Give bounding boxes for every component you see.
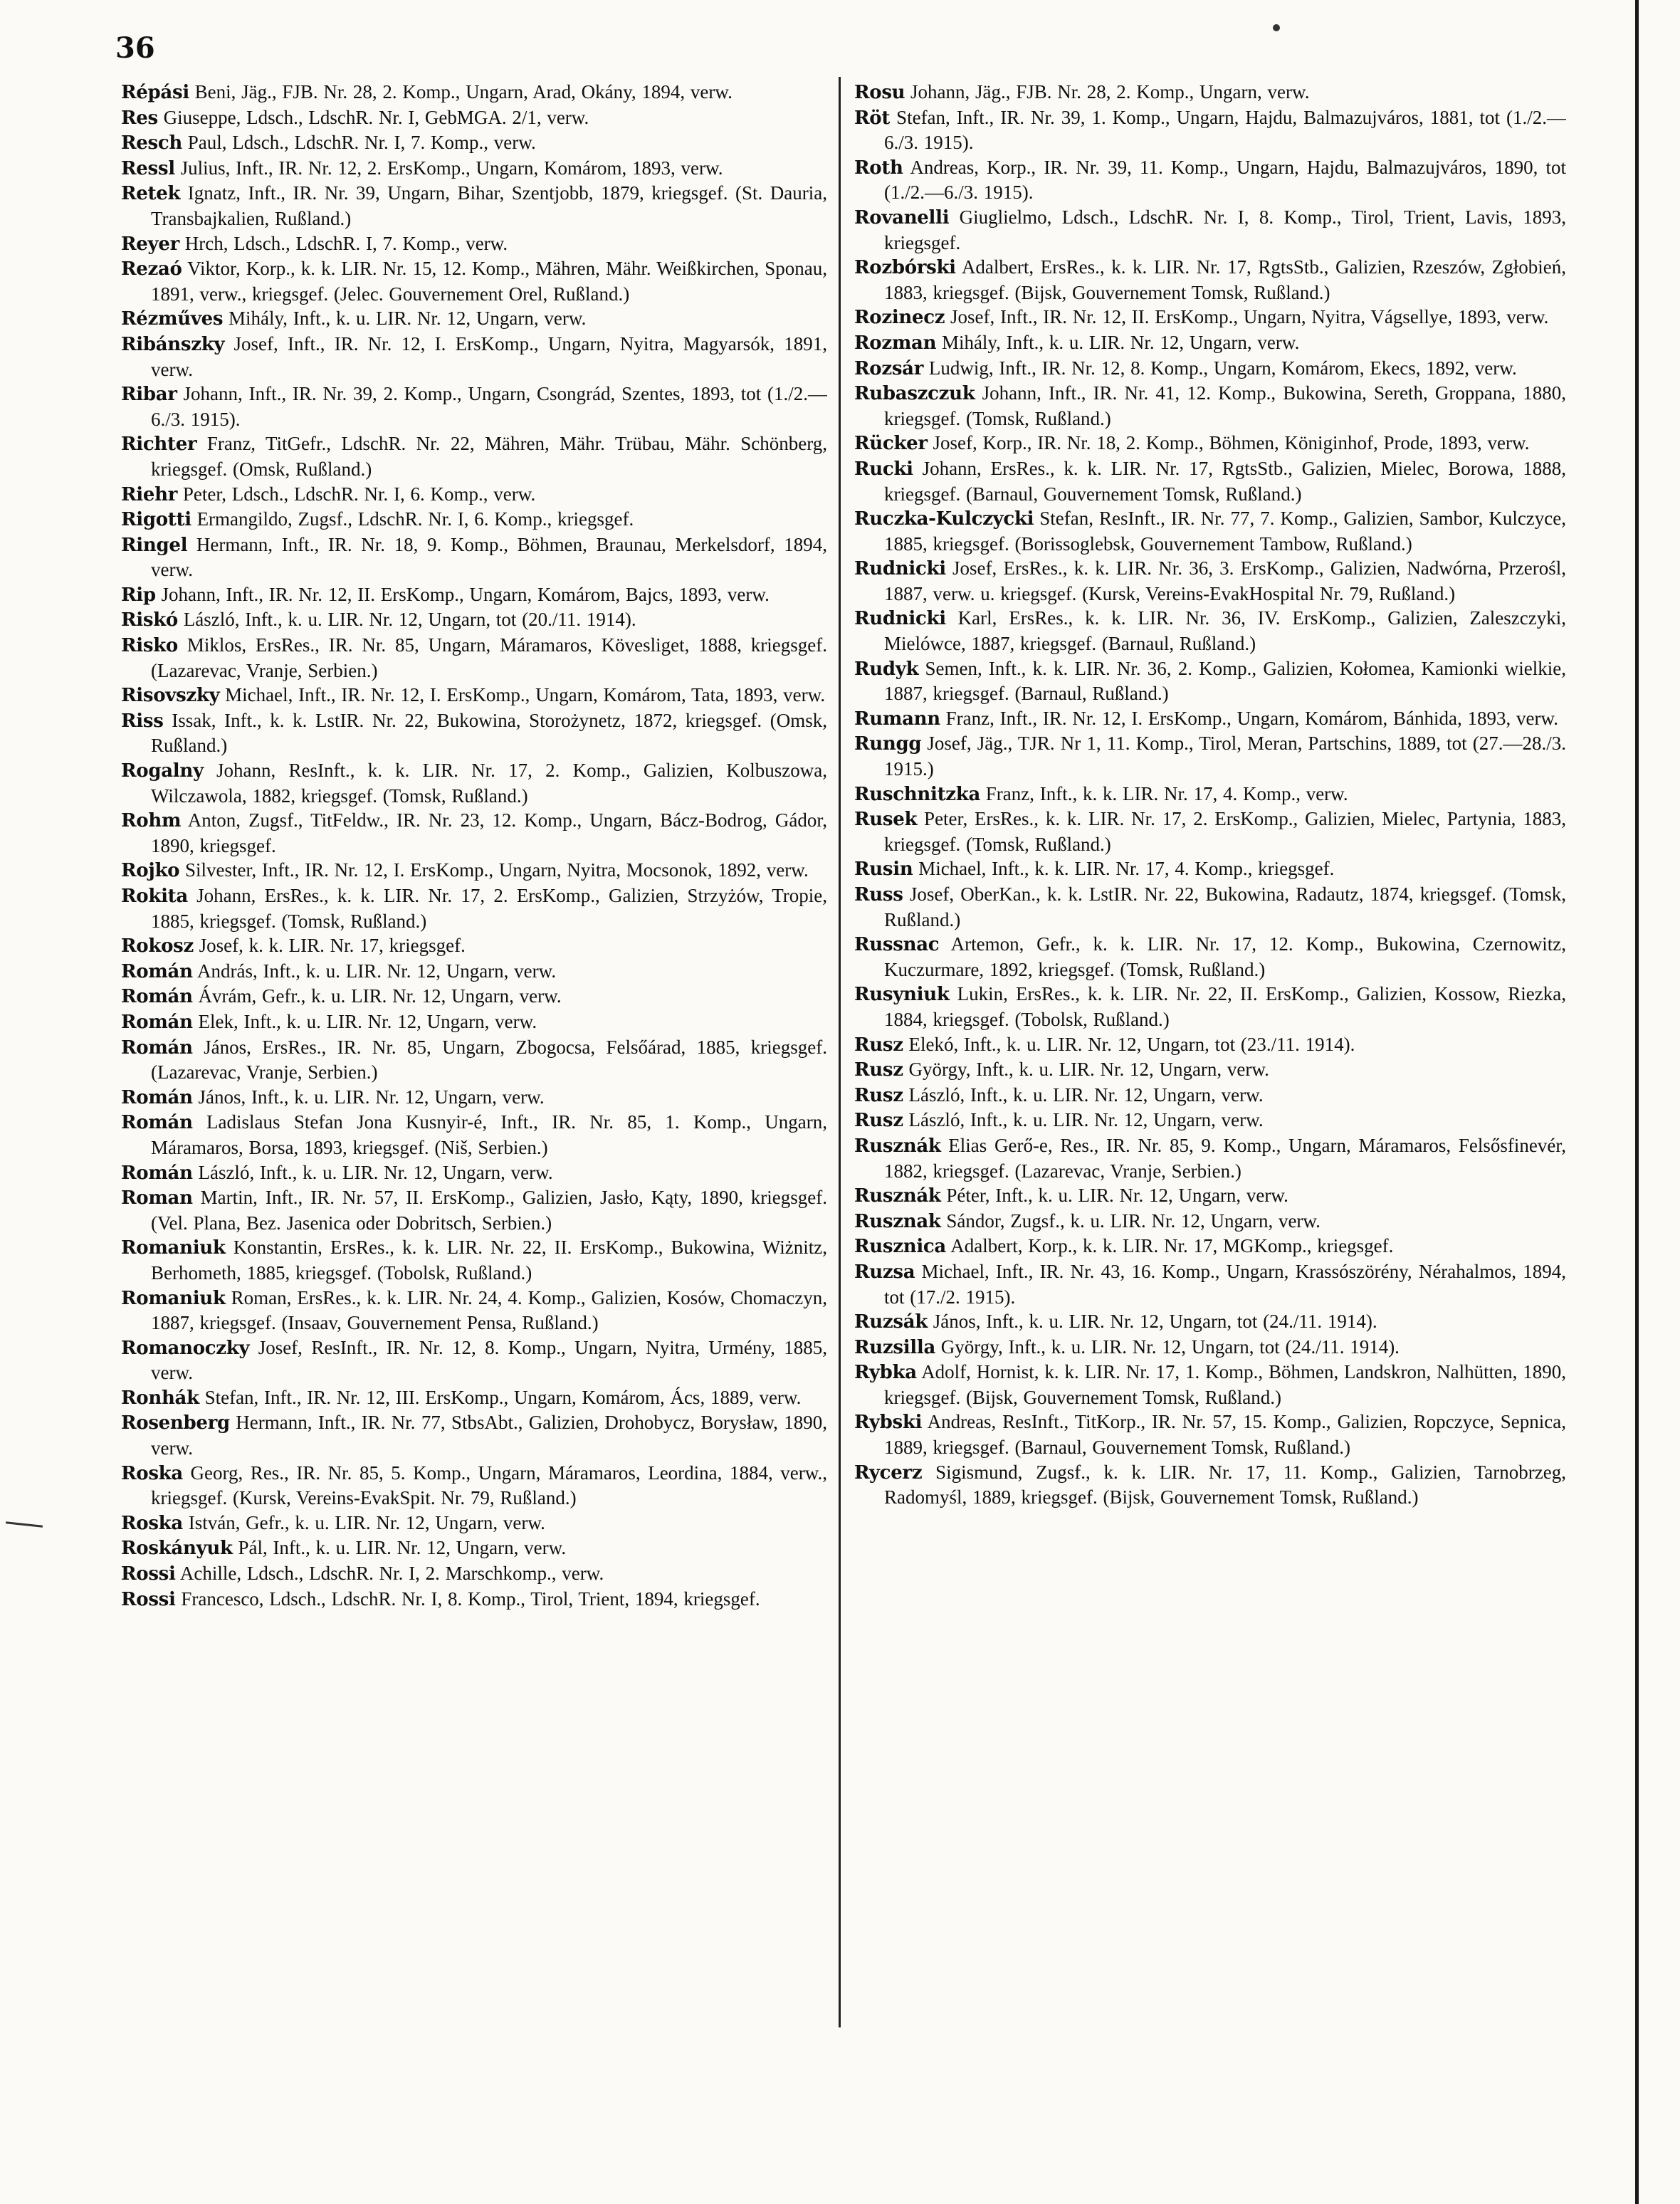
entry-surname: Rossi	[121, 1563, 176, 1585]
entry-surname: Rusz	[854, 1059, 903, 1081]
entry-surname: Reyer	[121, 233, 179, 255]
entry-surname: Rézműves	[121, 308, 224, 330]
entry-surname: Risko	[121, 635, 178, 657]
entry-surname: Russnac	[854, 934, 940, 956]
list-entry	[121, 933, 827, 959]
list-entry	[854, 80, 1566, 105]
entry-surname: Rybka	[854, 1362, 917, 1384]
entry-surname: Rusznák	[854, 1185, 941, 1207]
list-entry	[854, 932, 1566, 982]
list-entry	[121, 858, 827, 883]
entry-details: László, Inft., k. u. LIR. Nr. 12, Ungarn, verw.	[908, 1083, 1264, 1106]
entry-surname: Rossi	[121, 1588, 176, 1610]
list-entry	[121, 231, 827, 257]
page-number: 36	[115, 31, 155, 65]
list-entry	[121, 959, 827, 985]
entry-details: Elias Gerő-e, Res., IR. Nr. 85, 9. Komp., Ungarn, Máramaros, Felsősfinevér, 1882, kriegsgef. (Lazarevac, Vranje, Serbien.)	[884, 1134, 1566, 1182]
entry-surname: Rogalny	[121, 760, 204, 782]
entry-details: László, Inft., k. u. LIR. Nr. 12, Ungarn, verw.	[198, 1161, 553, 1183]
list-entry	[121, 1235, 827, 1285]
list-entry	[854, 731, 1566, 781]
entry-surname: Rozsár	[854, 357, 924, 379]
entry-details: Giuseppe, Ldsch., LdschR. Nr. I, GebMGA. 2/1, verw.	[163, 106, 589, 128]
entry-details: Julius, Inft., IR. Nr. 12, 2. ErsKomp., Ungarn, Komárom, 1893, verw.	[180, 157, 723, 179]
column-divider	[839, 77, 841, 2027]
list-entry	[121, 582, 827, 608]
entry-surname: Rosu	[854, 82, 905, 103]
entry-details: Adalbert, Korp., k. k. LIR. Nr. 17, MGKomp., kriegsgef.	[950, 1235, 1394, 1257]
list-entry	[121, 306, 827, 332]
entry-details: Andreas, ResInft., TitKorp., IR. Nr. 57, 15. Komp., Galizien, Ropczyce, Sepnica, 1889, kriegsgef. (Barnaul, Gouvernement Tomsk, Rußland.)	[884, 1411, 1566, 1459]
entry-surname: Ringel	[121, 534, 188, 556]
entry-details: Semen, Inft., k. k. LIR. Nr. 36, 2. Komp., Galizien, Kołomea, Kamionki wielkie, 1887, kriegsgef. (Barnaul, Rußland.)	[884, 657, 1566, 705]
entry-details: Josef, ErsRes., k. k. LIR. Nr. 36, 3. ErsKomp., Galizien, Nadwórna, Przerośl, 1887, verw. u. kriegsgef. (Kursk, Vereins-EvakHospital Nr. 79, Rußland.)	[884, 557, 1566, 604]
entry-surname: Rücker	[854, 433, 928, 455]
list-entry	[854, 1057, 1566, 1083]
entry-details: Adalbert, ErsRes., k. k. LIR. Nr. 17, RgtsStb., Galizien, Rzeszów, Zgłobień, 1883, kriegsgef. (Bijsk, Gouvernement Tomsk, Rußland.)	[884, 256, 1566, 303]
entry-surname: Román	[121, 1037, 193, 1059]
entry-surname: Riskó	[121, 609, 178, 631]
list-entry	[854, 381, 1566, 431]
list-entry	[121, 1511, 827, 1536]
list-entry	[121, 708, 827, 758]
entry-surname: Rozman	[854, 332, 937, 354]
entry-details: Konstantin, ErsRes., k. k. LIR. Nr. 22, II. ErsKomp., Bukowina, Wiżnitz, Berhometh, 1885, kriegsgef. (Tobolsk, Rußland.)	[151, 1237, 827, 1284]
list-entry	[854, 807, 1566, 856]
entry-surname: Ribánszky	[121, 333, 225, 355]
entry-details: János, ErsRes., IR. Nr. 85, Ungarn, Zbogocsa, Felsőárad, 1885, kriegsgef. (Lazarevac, Vranje, Serbien.)	[151, 1036, 827, 1083]
list-entry	[121, 808, 827, 858]
entry-details: Johann, Inft., IR. Nr. 12, II. ErsKomp., Ungarn, Komárom, Bajcs, 1893, verw.	[161, 583, 770, 605]
entry-details: Franz, TitGefr., LdschR. Nr. 22, Mähren, Mähr. Trübau, Mähr. Schönberg, kriegsgef. (Omsk, Rußland.)	[151, 433, 827, 480]
entry-details: Johann, ResInft., k. k. LIR. Nr. 17, 2. Komp., Galizien, Kolbuszowa, Wilczawola, 1882, kriegsgef. (Tomsk, Rußland.)	[151, 760, 827, 807]
entry-surname: Rungg	[854, 733, 922, 755]
entry-details: Josef, Inft., IR. Nr. 12, II. ErsKomp., Ungarn, Nyitra, Vágsellye, 1893, verw.	[950, 306, 1549, 328]
list-entry	[854, 255, 1566, 305]
entry-surname: Rohm	[121, 810, 182, 832]
entry-details: Franz, Inft., k. k. LIR. Nr. 17, 4. Komp., verw.	[985, 782, 1348, 804]
entry-surname: Rusznica	[854, 1236, 946, 1258]
margin-mark	[6, 1521, 43, 1527]
list-entry	[121, 382, 827, 431]
list-entry	[854, 1234, 1566, 1259]
list-entry	[854, 305, 1566, 330]
list-entry	[121, 1536, 827, 1561]
list-entry	[121, 256, 827, 306]
entry-details: Johann, ErsRes., k. k. LIR. Nr. 17, RgtsStb., Galizien, Mielec, Borowa, 1888, kriegsgef. (Barnaul, Gouvernement Tomsk, Rußland.)	[884, 457, 1566, 505]
list-entry	[121, 332, 827, 382]
list-entry	[854, 1133, 1566, 1183]
entry-surname: Román	[121, 986, 193, 1008]
entry-details: Michael, Inft., IR. Nr. 43, 16. Komp., Ungarn, Krassószörény, Nérahalmos, 1894, tot (17./2. 1915).	[884, 1260, 1566, 1308]
entry-details: Elek, Inft., k. u. LIR. Nr. 12, Ungarn, verw.	[198, 1010, 537, 1032]
list-entry	[854, 205, 1566, 255]
entry-surname: Ruczka-Kulczycki	[854, 508, 1034, 530]
entry-details: Josef, k. k. LIR. Nr. 17, kriegsgef.	[199, 935, 466, 957]
entry-details: Johann, Inft., IR. Nr. 39, 2. Komp., Ungarn, Csongrád, Szentes, 1893, tot (1./2.—6./3. 1915).	[151, 383, 827, 430]
list-entry	[854, 1259, 1566, 1309]
entry-details: Giuglielmo, Ldsch., LdschR. Nr. I, 8. Komp., Tirol, Trient, Lavis, 1893, kriegsgef.	[884, 206, 1566, 253]
list-entry	[854, 155, 1566, 205]
list-entry	[854, 105, 1566, 155]
entry-details: Johann, Inft., IR. Nr. 41, 12. Komp., Bukowina, Sereth, Groppana, 1880, kriegsgef. (Tomsk, Rußland.)	[884, 382, 1566, 429]
ink-dot	[1273, 24, 1280, 31]
entry-surname: Román	[121, 960, 193, 982]
list-entry	[854, 856, 1566, 882]
list-entry	[854, 1083, 1566, 1108]
list-entry	[854, 706, 1566, 732]
entry-details: János, Inft., k. u. LIR. Nr. 12, Ungarn, tot (24./11. 1914).	[933, 1311, 1377, 1333]
entry-surname: Rusin	[854, 859, 913, 881]
entry-details: Ávrám, Gefr., k. u. LIR. Nr. 12, Ungarn, verw.	[198, 985, 562, 1007]
entry-details: Josef, Korp., IR. Nr. 18, 2. Komp., Böhmen, Königinhof, Prode, 1893, verw.	[933, 432, 1530, 454]
entry-details: Sigismund, Zugsf., k. k. LIR. Nr. 17, 11. Komp., Galizien, Tarnobrzeg, Radomyśl, 1889, kriegsgef. (Bijsk, Gouvernement Tomsk, Rußland.)	[884, 1461, 1566, 1508]
entry-surname: Román	[121, 1011, 193, 1033]
list-entry	[121, 984, 827, 1009]
entry-surname: Romaniuk	[121, 1237, 226, 1259]
entry-surname: Ressl	[121, 157, 175, 179]
entry-surname: Répási	[121, 82, 189, 103]
entry-surname: Ruschnitzka	[854, 783, 980, 805]
entry-surname: Retek	[121, 183, 181, 205]
entry-details: Stefan, Inft., IR. Nr. 12, III. ErsKomp., Ungarn, Komárom, Ács, 1889, verw.	[204, 1386, 802, 1408]
list-entry	[121, 1335, 827, 1385]
entry-details: Karl, ErsRes., k. k. LIR. Nr. 36, IV. ErsKomp., Galizien, Zaleszczyki, Mielówce, 1887, kriegsgef. (Barnaul, Rußland.)	[884, 607, 1566, 655]
entry-surname: Rezaó	[121, 258, 182, 280]
entry-details: Anton, Zugsf., TitFeldw., IR. Nr. 23, 12. Komp., Ungarn, Bácz-Bodrog, Gádor, 1890, kriegsgef.	[151, 809, 827, 856]
list-entry	[121, 1009, 827, 1035]
entry-details: Issak, Inft., k. k. LstIR. Nr. 22, Bukowina, Storożynetz, 1872, kriegsgef. (Omsk, Rußland.)	[151, 709, 827, 757]
entry-surname: Rucki	[854, 458, 913, 480]
list-entry	[121, 1085, 827, 1111]
list-entry	[121, 883, 827, 933]
entry-details: Francesco, Ldsch., LdschR. Nr. I, 8. Komp., Tirol, Trient, 1894, kriegsgef.	[181, 1588, 760, 1610]
entry-surname: Roth	[854, 157, 903, 179]
entry-surname: Roman	[121, 1187, 193, 1209]
entry-surname: Rudyk	[854, 658, 919, 680]
entry-details: Peter, ErsRes., k. k. LIR. Nr. 17, 2. ErsKomp., Galizien, Mielec, Partynia, 1883, kriegsgef. (Tomsk, Rußland.)	[884, 808, 1566, 855]
entry-details: Josef, OberKan., k. k. LstIR. Nr. 22, Bukowina, Radautz, 1874, kriegsgef. (Tomsk, Rußland.)	[884, 883, 1566, 930]
entry-details: Silvester, Inft., IR. Nr. 12, I. ErsKomp., Ungarn, Nyitra, Mocsonok, 1892, verw.	[184, 859, 809, 881]
list-entry	[121, 181, 827, 231]
entry-details: Michael, Inft., IR. Nr. 12, I. ErsKomp., Ungarn, Komárom, Tata, 1893, verw.	[225, 684, 826, 706]
entry-details: Martin, Inft., IR. Nr. 57, II. ErsKomp., Galizien, Jasło, Kąty, 1890, kriegsgef. (Vel. Plana, Bez. Jasenica oder Dobritsch, Serbien.)	[151, 1187, 827, 1234]
entry-details: János, Inft., k. u. LIR. Nr. 12, Ungarn, verw.	[198, 1086, 545, 1108]
entry-surname: Roskányuk	[121, 1538, 233, 1560]
entry-surname: Ruzsa	[854, 1261, 915, 1283]
entry-details: Roman, ErsRes., k. k. LIR. Nr. 24, 4. Komp., Galizien, Kosów, Chomaczyn, 1887, kriegsgef. (Insaav, Gouvernement Pensa, Rußland.)	[151, 1286, 827, 1334]
entry-details: Andreas, Korp., IR. Nr. 39, 11. Komp., Ungarn, Hajdu, Balmazujváros, 1890, tot (1./2.—6./3. 1915).	[884, 156, 1566, 204]
entry-surname: Rosenberg	[121, 1412, 230, 1434]
left-column	[121, 80, 827, 2180]
entry-details: György, Inft., k. u. LIR. Nr. 12, Ungarn, verw.	[908, 1059, 1269, 1081]
entry-surname: Röt	[854, 107, 891, 129]
entry-details: György, Inft., k. u. LIR. Nr. 12, Ungarn, tot (24./11. 1914).	[940, 1335, 1400, 1358]
list-entry	[121, 482, 827, 508]
entry-surname: Resch	[121, 132, 183, 154]
entry-details: Elekó, Inft., k. u. LIR. Nr. 12, Ungarn, tot (23./11. 1914).	[908, 1033, 1355, 1055]
list-entry	[854, 1335, 1566, 1360]
list-entry	[854, 606, 1566, 656]
list-entry	[854, 1108, 1566, 1133]
entry-surname: Román	[121, 1086, 193, 1108]
entry-details: Pál, Inft., k. u. LIR. Nr. 12, Ungarn, verw.	[238, 1537, 567, 1559]
entry-details: Sándor, Zugsf., k. u. LIR. Nr. 12, Ungarn, verw.	[946, 1209, 1321, 1232]
entry-surname: Rybski	[854, 1412, 923, 1434]
list-entry	[854, 1032, 1566, 1058]
entry-surname: Risovszky	[121, 685, 220, 707]
entry-details: Michael, Inft., k. k. LIR. Nr. 17, 4. Komp., kriegsgef.	[918, 858, 1335, 880]
list-entry	[121, 1110, 827, 1160]
list-entry	[854, 330, 1566, 356]
entry-details: Beni, Jäg., FJB. Nr. 28, 2. Komp., Ungarn, Arad, Okány, 1894, verw.	[194, 81, 733, 103]
list-entry	[121, 1185, 827, 1235]
list-entry	[121, 1160, 827, 1186]
entry-details: Stefan, ResInft., IR. Nr. 77, 7. Komp., Galizien, Sambor, Kulczyce, 1885, kriegsgef. (Borissoglebsk, Gouvernement Tambow, Rußland.)	[884, 508, 1566, 555]
entry-details: Artemon, Gefr., k. k. LIR. Nr. 17, 12. Komp., Bukowina, Czernowitz, Kuczurmare, 1892, kriegsgef. (Tomsk, Rußland.)	[884, 933, 1566, 980]
list-entry	[121, 683, 827, 708]
list-entry	[854, 982, 1566, 1032]
list-entry	[854, 1309, 1566, 1335]
list-entry	[854, 1183, 1566, 1209]
list-entry	[121, 633, 827, 683]
entry-surname: Rokosz	[121, 935, 194, 957]
entry-surname: Rigotti	[121, 509, 191, 531]
entry-details: Lukin, ErsRes., k. k. LIR. Nr. 22, II. ErsKomp., Galizien, Kossow, Riezka, 1884, kriegsgef. (Tobolsk, Rußland.)	[884, 983, 1566, 1030]
entry-surname: Rusz	[854, 1110, 903, 1132]
list-entry	[854, 1360, 1566, 1410]
list-entry	[121, 130, 827, 156]
entry-details: Stefan, Inft., IR. Nr. 39, 1. Komp., Ungarn, Hajdu, Balmazujváros, 1881, tot (1./2.—6./3. 1915).	[884, 106, 1566, 154]
list-entry	[121, 1035, 827, 1085]
list-entry	[121, 1587, 827, 1612]
entry-details: Miklos, ErsRes., IR. Nr. 85, Ungarn, Máramaros, Kövesliget, 1888, kriegsgef. (Lazarevac, Vranje, Serbien.)	[151, 634, 827, 681]
list-entry	[121, 1461, 827, 1511]
list-entry	[854, 1209, 1566, 1234]
list-entry	[854, 356, 1566, 382]
entry-details: Hermann, Inft., IR. Nr. 77, StbsAbt., Galizien, Drohobycz, Borysław, 1890, verw.	[151, 1412, 827, 1459]
entry-details: László, Inft., k. u. LIR. Nr. 12, Ungarn, verw.	[908, 1109, 1264, 1131]
list-entry	[121, 105, 827, 131]
entry-surname: Romaniuk	[121, 1287, 226, 1309]
entry-details: Johann, ErsRes., k. k. LIR. Nr. 17, 2. ErsKomp., Galizien, Strzyżów, Tropie, 1885, kriegsgef. (Tomsk, Rußland.)	[151, 885, 827, 932]
entry-surname: Román	[121, 1162, 193, 1184]
entry-surname: Rusz	[854, 1084, 903, 1106]
entry-surname: Ribar	[121, 384, 177, 406]
entry-surname: Riss	[121, 710, 164, 732]
list-entry	[854, 556, 1566, 606]
list-entry	[121, 156, 827, 182]
entry-surname: Rycerz	[854, 1462, 923, 1484]
entry-details: Georg, Res., IR. Nr. 85, 5. Komp., Ungarn, Máramaros, Leordina, 1884, verw., kriegsgef. (Kursk, Vereins-EvakSpit. Nr. 79, Rußland.)	[151, 1462, 827, 1509]
list-entry	[854, 431, 1566, 456]
entry-surname: Rubaszczuk	[854, 383, 975, 405]
entry-details: Franz, Inft., IR. Nr. 12, I. ErsKomp., Ungarn, Komárom, Bánhida, 1893, verw.	[945, 707, 1558, 729]
entry-details: Péter, Inft., k. u. LIR. Nr. 12, Ungarn, verw.	[946, 1185, 1288, 1207]
entry-surname: Ruzsilla	[854, 1336, 935, 1358]
entry-details: András, Inft., k. u. LIR. Nr. 12, Ungarn, verw.	[196, 960, 557, 982]
list-entry	[121, 532, 827, 582]
page-edge-rule	[1635, 0, 1639, 2204]
entry-details: Ermangildo, Zugsf., LdschR. Nr. I, 6. Komp., kriegsgef.	[196, 508, 634, 530]
list-entry	[854, 506, 1566, 556]
list-entry	[121, 431, 827, 481]
entry-surname: Russ	[854, 884, 903, 906]
entry-details: Adolf, Hornist, k. k. LIR. Nr. 17, 1. Komp., Böhmen, Landskron, Nalhütten, 1890, kriegsgef. (Bijsk, Gouvernement Tomsk, Rußland.)	[884, 1361, 1566, 1408]
entry-details: Josef, Jäg., TJR. Nr 1, 11. Komp., Tirol, Meran, Partschins, 1889, tot (27.—28./3. 1915.)	[884, 733, 1566, 780]
entry-details: István, Gefr., k. u. LIR. Nr. 12, Ungarn, verw.	[188, 1511, 545, 1533]
entry-surname: Rudnicki	[854, 608, 946, 630]
entry-details: Paul, Ldsch., LdschR. Nr. I, 7. Komp., verw.	[187, 132, 536, 154]
entry-surname: Román	[121, 1112, 193, 1134]
entry-surname: Rusznák	[854, 1135, 941, 1157]
list-entry	[121, 1286, 827, 1335]
entry-details: Peter, Ldsch., LdschR. Nr. I, 6. Komp., verw.	[182, 483, 536, 505]
list-entry	[854, 882, 1566, 932]
entry-details: Hermann, Inft., IR. Nr. 18, 9. Komp., Böhmen, Braunau, Merkelsdorf, 1894, verw.	[151, 533, 827, 581]
entry-surname: Rozinecz	[854, 307, 945, 329]
entry-details: Josef, Inft., IR. Nr. 12, I. ErsKomp., Ungarn, Nyitra, Magyarsók, 1891, verw.	[151, 332, 827, 380]
list-entry	[121, 607, 827, 633]
entry-surname: Rozbórski	[854, 257, 956, 279]
entry-surname: Rokita	[121, 886, 188, 907]
entry-surname: Romanoczky	[121, 1337, 250, 1359]
entry-details: Mihály, Inft., k. u. LIR. Nr. 12, Ungarn, verw.	[228, 308, 587, 330]
entry-surname: Rudnicki	[854, 558, 946, 580]
entry-surname: Ronhák	[121, 1387, 199, 1409]
list-entry	[121, 758, 827, 808]
list-entry	[854, 782, 1566, 807]
list-entry	[854, 456, 1566, 506]
entry-surname: Richter	[121, 434, 197, 456]
list-entry	[121, 507, 827, 532]
entry-details: Johann, Jäg., FJB. Nr. 28, 2. Komp., Ungarn, verw.	[910, 81, 1310, 103]
entry-details: Hrch, Ldsch., LdschR. I, 7. Komp., verw.	[184, 232, 508, 254]
entry-surname: Rojko	[121, 860, 180, 882]
list-entry	[121, 1561, 827, 1587]
list-entry	[121, 1410, 827, 1460]
entry-details: Mihály, Inft., k. u. LIR. Nr. 12, Ungarn, verw.	[941, 331, 1300, 353]
entry-surname: Rusyniuk	[854, 984, 950, 1006]
list-entry	[854, 1460, 1566, 1510]
entry-surname: Rumann	[854, 708, 940, 730]
entry-details: Ludwig, Inft., IR. Nr. 12, 8. Komp., Ungarn, Komárom, Ekecs, 1892, verw.	[928, 357, 1517, 379]
entry-surname: Roska	[121, 1462, 183, 1484]
entry-surname: Res	[121, 107, 158, 129]
entry-details: Ladislaus Stefan Jona Kusnyir-é, Inft., IR. Nr. 85, 1. Komp., Ungarn, Máramaros, Borsa, 1893, kriegsgef. (Niš, Serbien.)	[151, 1111, 827, 1158]
list-entry	[854, 656, 1566, 706]
list-entry	[854, 1410, 1566, 1459]
entry-surname: Rusznak	[854, 1210, 941, 1232]
entry-details: Viktor, Korp., k. k. LIR. Nr. 15, 12. Komp., Mähren, Mähr. Weißkirchen, Sponau, 1891, verw., kriegsgef. (Jelec. Gouvernement Orel, Rußland.)	[151, 258, 827, 305]
entry-surname: Rusz	[854, 1034, 903, 1056]
entry-details: László, Inft., k. u. LIR. Nr. 12, Ungarn, tot (20./11. 1914).	[183, 609, 636, 631]
list-entry	[121, 1385, 827, 1411]
right-column	[854, 80, 1566, 2180]
list-entry	[121, 80, 827, 105]
entry-surname: Rip	[121, 584, 156, 606]
entry-surname: Ruzsák	[854, 1311, 928, 1333]
entry-surname: Rusek	[854, 809, 918, 831]
entry-details: Ignatz, Inft., IR. Nr. 39, Ungarn, Bihar, Szentjobb, 1879, kriegsgef. (St. Dauria, Transbajkalien, Rußland.)	[151, 182, 827, 229]
entry-surname: Roska	[121, 1512, 183, 1534]
entry-details: Josef, ResInft., IR. Nr. 12, 8. Komp., Ungarn, Nyitra, Urmény, 1885, verw.	[151, 1336, 827, 1384]
entry-surname: Riehr	[121, 483, 178, 505]
entry-details: Achille, Ldsch., LdschR. Nr. I, 2. Marschkomp., verw.	[179, 1563, 604, 1585]
entry-surname: Rovanelli	[854, 206, 950, 229]
